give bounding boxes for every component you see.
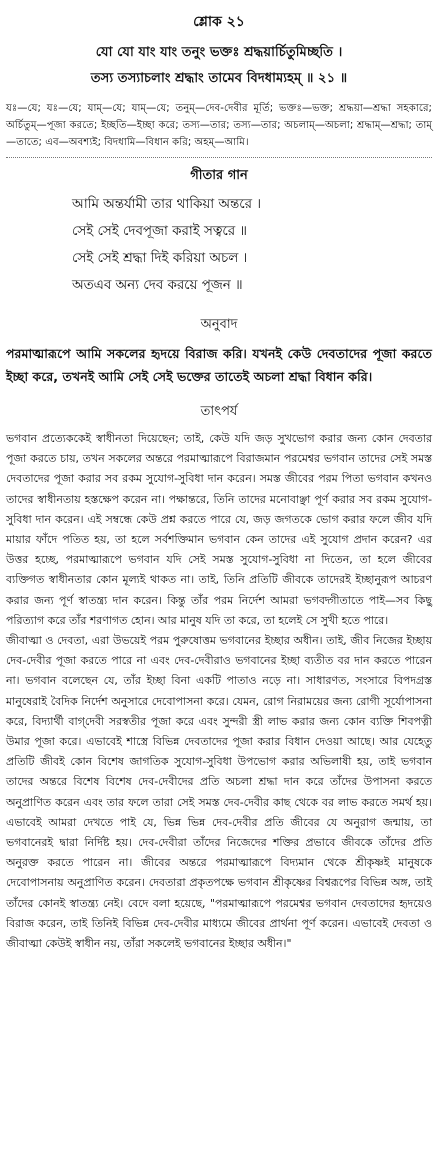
sloka-heading: শ্লোক ২১ xyxy=(193,14,245,30)
verse-line: তস্য তস্যাচলাং শ্রদ্ধাং তামেব বিদধাম্যহম্ ॥ ২১ ॥ xyxy=(90,71,348,86)
song-verses xyxy=(6,191,432,299)
divider xyxy=(6,157,432,158)
song-line: অতএব অন্য দেব করয়ে পূজন ॥ xyxy=(72,278,243,293)
purport-paragraph: ভগবান প্রত্যেককেই স্বাধীনতা দিয়েছেন; তাই, কেউ যদি জড় সুখভোগ করার জন্য কোন দেবতার পূজা করতে চায়, তখন সকলের অন্তরে পরমাত্মারূপে বিরাজমান পরমেশ্বর ভগবান তাদের সেই সমস্ত দেবতাদের পূজা করার সব রকম সুযোগ-সুবিধা দান করেন। সমস্ত জীবের পরম পিতা ভগবান কখনও তাদের স্বাধীনতায় হস্তক্ষেপ করেন না। পক্ষান্তরে, তিনি তাদের মনোবাঞ্ছা পূর্ণ করার সব রকম সুযোগ-সুবিধা দান করেন। এই সম্বন্ধে কেউ প্রশ্ন করতে পারে যে, জড় জগতকে ভোগ করার ফলে জীব যদি মায়ার ফাঁদে পতিত হয়, তা হলে সর্বশক্তিমান ভগবান কেন তাদের এই সুযোগ প্রদান করেন? এর উত্তর হচ্ছে, পরমাত্মারূপে ভগবান যদি সেই সমস্ত সুযোগ-সুবিধা না দিতেন, তা হলে জীবের ব্যক্তিগত স্বাধীনতার কোন মূল্যই থাকত না। তাই, তিনি প্রতিটি জীবকে তাদেরই ইচ্ছানুরূপ আচরণ করার জন্য পূর্ণ স্বাতন্ত্র্য দান করেন। কিন্তু তাঁর পরম নির্দেশ আমরা ভগবদ্গীতাতে পাই—সব কিছু পরিত্যাগ করে তাঁর শরণাগত হোন। আর মানুষ যদি তা করে, তা হলেই সে সুখী হতে পারে। xyxy=(6,432,432,627)
verse-line: যো যো যাং যাং তনুং ভক্তঃ শ্রদ্ধয়ার্চিতুমিচ্ছতি । xyxy=(95,45,343,60)
purport-paragraph: জীবাত্মা ও দেবতা, এরা উভয়েই পরম পুরুষোত্তম ভগবানের ইচ্ছার অধীন। তাই, জীব নিজের ইচ্ছায় দেব-দেবীর পূজা করতে পারে না এবং দেব-দেবীরাও ভগবানের ইচ্ছা ব্যতীত বর দান করতে পারেন না। ভগবান বলেছেন যে, তাঁর ইচ্ছা বিনা একটি পাতাও নড়ে না। সাধারণত, সংসারে বিপদগ্রস্ত মানুষেরাই বৈদিক নির্দেশ অনুসারে দেবোপাসনা করে। যেমন, রোগ নিরাময়ের জন্য রোগী সূর্যোপাসনা করে, বিদ্যার্থী বাগ্‌দেবী সরস্বতীর পূজা করে এবং সুন্দরী স্ত্রী লাভ করার জন্য কোন ব্যক্তি শিবপত্নী উমার পূজা করে। এভাবেই শাস্ত্রে বিভিন্ন দেবতাদের পূজা করার বিধান দেওয়া আছে। আর যেহেতু প্রতিটি জীবই কোন বিশেষ জাগতিক সুযোগ-সুবিধা উপভোগ করার অভিলাষী হয়, তাই ভগবান তাদের অন্তরে বিশেষ বিশেষ দেব-দেবীদের প্রতি অচলা শ্রদ্ধা দান করে তাঁদের উপাসনা করতে অনুপ্রাণিত করেন এবং তার ফলে তারা সেই সমস্ত দেব-দেবীর কাছ থেকে বর লাভ করতে সমর্থ হয়। এভাবেই আমরা দেখতে পাই যে, ভিন্ন ভিন্ন দেব-দেবীর প্রতি জীবের যে অনুরাগ জন্মায়, তা ভগবানেরই দ্বারা নির্দিষ্ট হয়। দেব-দেবীরা তাঁদের নিজেদের শক্তির প্রভাবে জীবকে তাঁদের প্রতি অনুরক্ত করতে পারেন না। জীবের অন্তরে পরমাত্মারূপে বিদ্যমান থেকে শ্রীকৃষ্ণই মানুষকে দেবোপাসনায় অনুপ্রাণিত করেন। দেবতারা প্রকৃতপক্ষে ভগবান শ্রীকৃষ্ণের বিশ্বরূপের বিভিন্ন অঙ্গ, তাই তাঁদের কোনই স্বাতন্ত্র্য নেই। বেদে বলা হয়েছে, "পরমাত্মারূপে পরমেশ্বর ভগবান দেবতাদের হৃদয়েও বিরাজ করেন, তাই তিনিই বিভিন্ন দেব-দেবীর মাধ্যমে জীবের প্রার্থনা পূর্ণ করেন। এভাবেই দেবতা ও জীবাত্মা কেউই স্বাধীন নয়, তাঁরা সকলেই ভগবানের ইচ্ছার অধীন।" xyxy=(6,634,432,951)
translation-title: অনুবাদ xyxy=(200,317,238,332)
song-title: গীতার গান xyxy=(190,168,248,183)
song-line: সেই সেই দেবপূজা করাই সত্বরে ॥ xyxy=(72,224,247,239)
word-synonyms: যঃ—যে; যঃ—যে; যাম্—যে; যাম্—যে; তনুম্—দেব-দেবীর মূর্তি; ভক্তঃ—ভক্ত; শ্রদ্ধয়া—শ্রদ্ধা সহকারে; অর্চিতুম্—পূজা করতে; ইচ্ছতি—ইচ্ছা করে; তস্য—তার; তস্য—তার; অচলাম্—অচলা; শ্রদ্ধাম্—শ্রদ্ধা; তাম্—তাতে; এব—অবশ্যই; বিদধামি—বিধান করি; অহম্—আমি। xyxy=(6,103,432,148)
sanskrit-verse xyxy=(6,40,432,92)
translation-text: পরমাত্মারূপে আমি সকলের হৃদয়ে বিরাজ করি। যখনই কেউ দেবতাদের পূজা করতে ইচ্ছা করে, তখনই আমি সেই সেই ভক্তের তাতেই অচলা শ্রদ্ধা বিধান করি। xyxy=(6,346,432,384)
song-line: সেই সেই শ্রদ্ধা দিই করিয়া অচল । xyxy=(72,251,248,266)
document-page xyxy=(0,10,438,1158)
purport-title: তাৎপর্য xyxy=(200,404,238,419)
song-line: আমি অন্তর্যামী তার থাকিয়া অন্তরে । xyxy=(72,197,262,212)
purport-body xyxy=(6,429,432,954)
